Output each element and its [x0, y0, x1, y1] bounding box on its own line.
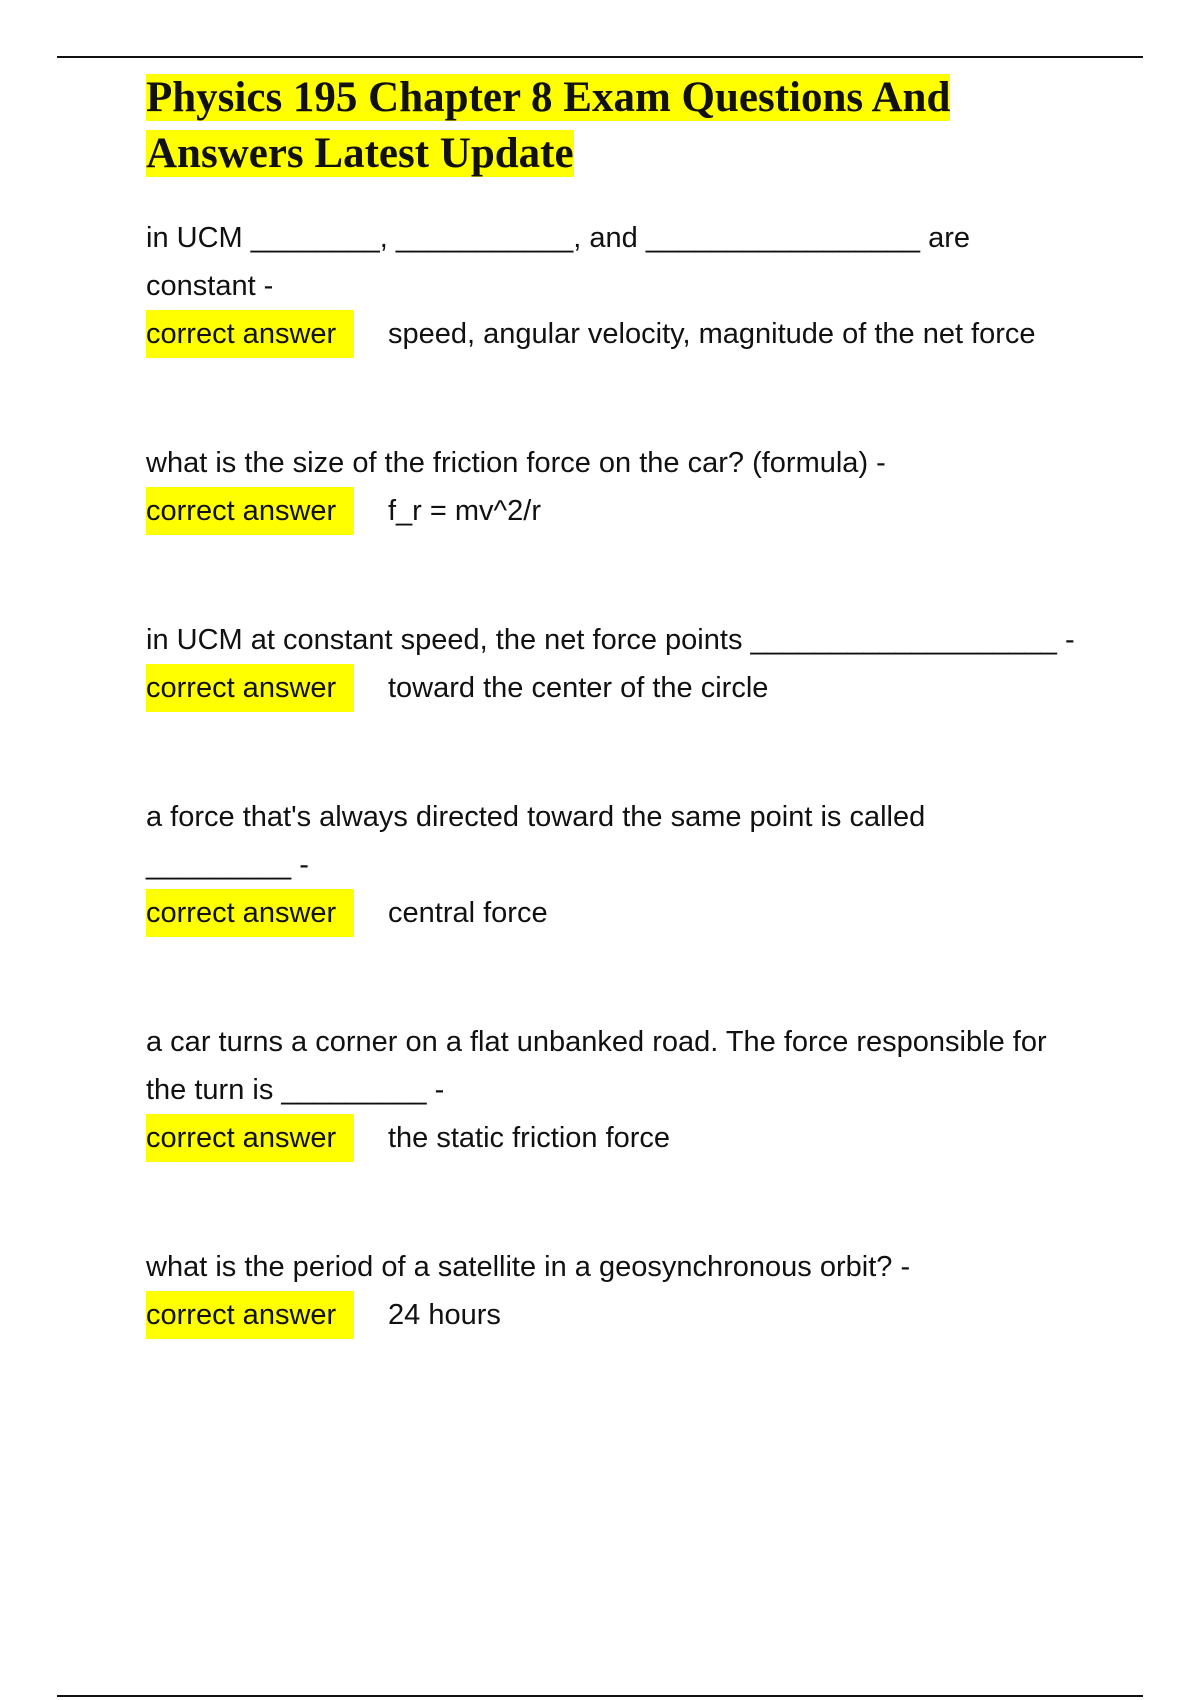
correct-answer-label: correct answer — [146, 1291, 354, 1339]
answer-text: f_r = mv^2/r — [388, 495, 542, 527]
answer-line — [146, 310, 1076, 358]
bottom-rule — [57, 1695, 1143, 1697]
correct-answer-label: correct answer — [146, 487, 354, 535]
document-title-text: Physics 195 Chapter 8 Exam Questions And Answers Latest Update — [146, 74, 951, 177]
answer-text: the static friction force — [388, 1122, 671, 1154]
qa-item — [146, 616, 1076, 712]
top-rule — [57, 56, 1143, 58]
answer-text: 24 hours — [388, 1299, 501, 1331]
answer-line — [146, 664, 1076, 712]
question-text: in UCM ________, ___________, and _________________ are constant - — [146, 222, 970, 302]
qa-item — [146, 1018, 1076, 1162]
correct-answer-label: correct answer — [146, 889, 354, 937]
question-text: a car turns a corner on a flat unbanked road. The force responsible for the turn is _________ - — [146, 1026, 1047, 1106]
answer-text: speed, angular velocity, magnitude of the net force — [388, 318, 1036, 350]
question-text: what is the size of the friction force on the car? (formula) - — [146, 447, 886, 479]
question-text: a force that's always directed toward the same point is called _________ - — [146, 801, 926, 881]
document-title — [146, 70, 1076, 182]
answer-line — [146, 889, 1076, 937]
answer-line — [146, 1114, 1076, 1162]
qa-item — [146, 793, 1076, 937]
answer-line — [146, 487, 1076, 535]
question-text: in UCM at constant speed, the net force points ___________________ - — [146, 624, 1075, 656]
answer-text: toward the center of the circle — [388, 672, 769, 704]
qa-item — [146, 1243, 1076, 1339]
question-text: what is the period of a satellite in a geosynchronous orbit? - — [146, 1251, 911, 1283]
answer-text: central force — [388, 897, 548, 929]
correct-answer-label: correct answer — [146, 664, 354, 712]
qa-item — [146, 214, 1076, 358]
qa-item — [146, 439, 1076, 535]
document-page — [146, 70, 1076, 1339]
correct-answer-label: correct answer — [146, 310, 354, 358]
answer-line — [146, 1291, 1076, 1339]
correct-answer-label: correct answer — [146, 1114, 354, 1162]
